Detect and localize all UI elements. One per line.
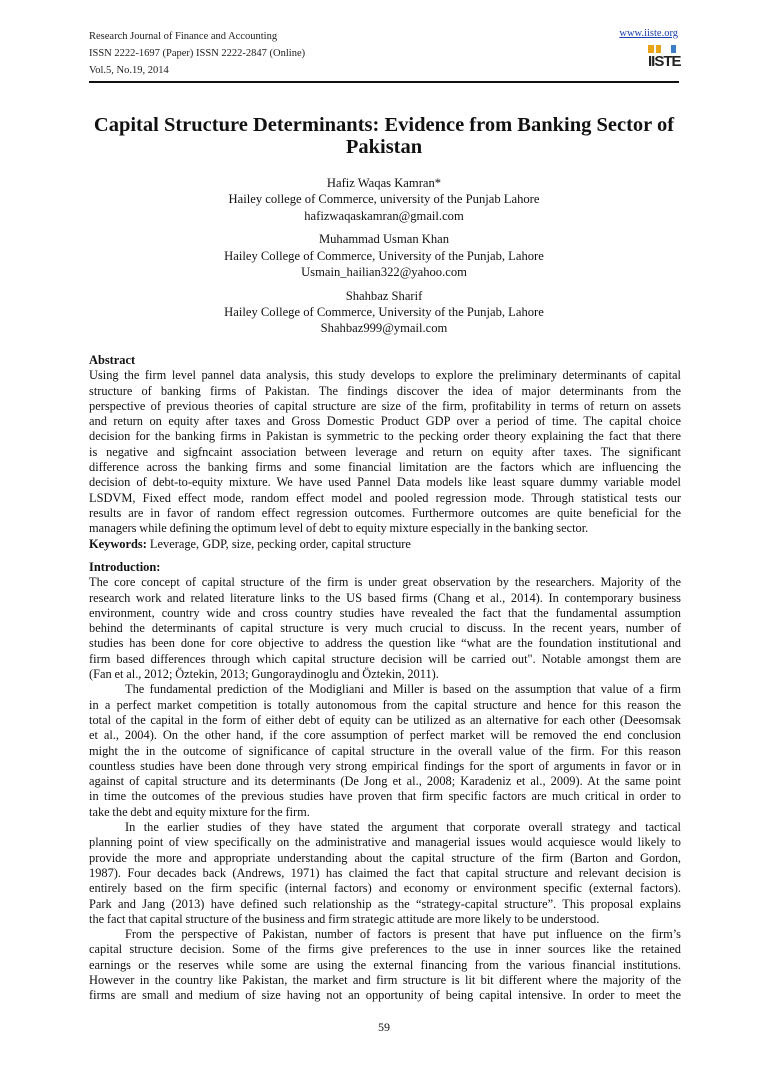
text-line: In the earlier studies of they have stated the argument that corporate overall strategy and tactical — [125, 820, 681, 835]
author-name: Hafiz Waqas Kamran* — [326, 176, 442, 190]
text-line: and return on equity after taxes and Gross Domestic Product GDP over a period of time. The capital choice — [89, 414, 681, 429]
author-name: Shahbaz Sharif — [345, 288, 423, 303]
text-line: (Fan et al., 2012; Öztekin, 2013; Gungoraydinoglu and Öztekin, 2011). — [89, 667, 439, 682]
text-line: The core concept of capital structure of the firm is under great observation by the researchers. Majority of the — [89, 575, 681, 590]
text-line: entirely based on the firm specific (internal factors) and economy or environment specific (external factors). — [89, 881, 681, 896]
text-line: LSDVM, Fixed effect mode, random effect model and pooled regression mode. Through statistical tests our — [89, 490, 681, 505]
author — [89, 288, 679, 337]
keywords-label: Keywords: — [89, 536, 147, 551]
text-line: However in the country like Pakistan, the market and firm structure is lit bit different where the majority of the — [89, 973, 681, 988]
title-line: Pakistan — [345, 136, 423, 158]
paragraph — [89, 927, 681, 1003]
volume-info: Vol.5, No.19, 2014 — [89, 65, 169, 76]
keywords — [89, 537, 681, 552]
website-link[interactable]: www.iiste.org — [619, 28, 678, 39]
logo-text: IISTE — [648, 53, 681, 70]
introduction-section — [89, 560, 681, 1004]
text-line: planning point of view specifically on the administrative and managerial issues would acquiesce would likely to — [89, 835, 681, 850]
author-email: hafizwaqaskamran@gmail.com — [304, 208, 464, 223]
abstract-body — [89, 368, 681, 536]
page-number: 59 — [378, 1020, 390, 1034]
text-line: earnings or the reserves while some are using the external financing from the various financial institutions. — [89, 957, 681, 972]
title-line: Capital Structure Determinants: Evidence from Banking Sector of — [93, 114, 675, 136]
text-line: decision for the banking firms in Pakistan is symmetric to the pecking order theory explaining the fact that there — [89, 429, 681, 444]
paragraph — [89, 368, 681, 536]
text-line: might the in the outcome of significance of capital structure in the overall value of the firm. For this reason — [89, 743, 681, 758]
author-affiliation: Hailey College of Commerce, University of the Punjab, Lahore — [224, 248, 544, 263]
abstract-heading: Abstract — [89, 353, 136, 367]
text-line: perspective of previous theories of capital structure are size of the firm, profitability in terms of return on assets — [89, 398, 681, 413]
text-line: countless studies have been done through very strong empirical findings for the sport of arguments in favor or in — [89, 758, 681, 773]
text-line: in a perfect market competition is totally autonomous from the capital structure and hence for this reason the — [89, 697, 681, 712]
text-line: Using the firm level pannel data analysis, this study develops to explore the preliminary determinants of capital — [89, 368, 681, 383]
issn: ISSN 2222-1697 (Paper) ISSN 2222-2847 (Online) — [89, 48, 306, 59]
paragraph — [89, 575, 681, 682]
text-line: behind the determinants of capital structure is very much crucial to discuss. In the recent years, number of — [89, 621, 681, 636]
author — [89, 175, 679, 224]
text-line: et al., 2004). On the other hand, if the core assumption of perfect market will be removed the end conclusion — [89, 728, 681, 743]
author-affiliation: Hailey college of Commerce, university of the Punjab Lahore — [228, 192, 540, 207]
text-line: studies has been done for core objective to address the question like “what are the foundation institutional and — [89, 636, 681, 651]
text-line: capital structure decision. Some of the firms give preferences to the use in inner sources like the retained — [89, 942, 681, 957]
text-line: 1987). Four decades back (Andrews, 1971) has claimed the fact that capital structure and relevant decision is — [89, 865, 681, 880]
author-email: Shahbaz999@ymail.com — [320, 321, 448, 336]
paper-title — [89, 114, 679, 158]
author-list — [89, 175, 679, 344]
text-line: environment, country wide and cross country studies have revealed the fact that the fundamental assumption — [89, 605, 681, 620]
introduction-body — [89, 575, 681, 1003]
text-line: results are in favor of random effect regression outcomes. Furthermore outcomes are quite beneficial for the — [89, 505, 681, 520]
paragraph — [89, 820, 681, 927]
author-affiliation: Hailey College of Commerce, University of the Punjab, Lahore — [224, 305, 544, 320]
text-line: is negative and sigfncaint association between leverage and return on equity after taxes. The significant — [89, 444, 681, 459]
header-rule — [89, 81, 679, 83]
text-line: structure of banking firms of Pakistan. The findings discover the idea of major determinants from the — [89, 383, 681, 398]
author-email: Usmain_hailian322@yahoo.com — [301, 264, 467, 279]
iiste-logo — [648, 45, 681, 77]
text-line: provide the more and appropriate understanding about the capital structure of the firm (Barton and Gordon, — [89, 850, 681, 865]
author-name: Muhammad Usman Khan — [318, 232, 450, 247]
paragraph — [89, 682, 681, 820]
text-line: Park and Jang (2013) have defined such relationship as the “strategy-capital structure”. This proposal explains — [89, 896, 681, 911]
introduction-heading: Introduction: — [89, 560, 161, 574]
keywords-list: Leverage, GDP, size, pecking order, capital structure — [146, 536, 411, 551]
text-line: managers while defining the optimum level of debt to equity mixture especially in the banking sector. — [89, 521, 589, 536]
text-line: From the perspective of Pakistan, number of factors is present that have put influence on the firm’s — [125, 927, 681, 942]
text-line: in time the outcomes of the previous studies have proven that firm specific factors are much critical in order to — [89, 789, 681, 804]
text-line: firms are small and medium of size having not an opportunity of being capital intensive. In order to meet the — [89, 988, 681, 1003]
text-line: take the debt and equity mixture for the firm. — [89, 804, 310, 819]
journal-name: Research Journal of Finance and Accounting — [89, 31, 278, 42]
author — [89, 231, 679, 280]
text-line: against of capital structure and its determinants (De Jong et al., 2008; Karadeniz et al., 2009). At the same point — [89, 774, 681, 789]
text-line: total of the capital in the form of either debt of equity can be utilized as an alternative for each other (Deesomsak — [89, 712, 681, 727]
text-line: difference across the banking firms and some financial limitation are the factors which are influencing the — [89, 460, 681, 475]
text-line: research work and related literature links to the US based firms (Chang et al., 2014). In contemporary business — [89, 590, 681, 605]
text-line: decision of debt-to-equity mixture. We have used Pannel Data models like least square dummy variable model — [89, 475, 681, 490]
abstract-section — [89, 353, 681, 552]
text-line: the fact that capital structure of the business and firm strategic attitude are more likely to be understood. — [89, 911, 600, 926]
text-line: The fundamental prediction of the Modigliani and Miller is based on the assumption that value of a firm — [125, 682, 681, 697]
text-line: firm based differences through which capital structure decision will be carried out". Notable amongst them are — [89, 651, 681, 666]
